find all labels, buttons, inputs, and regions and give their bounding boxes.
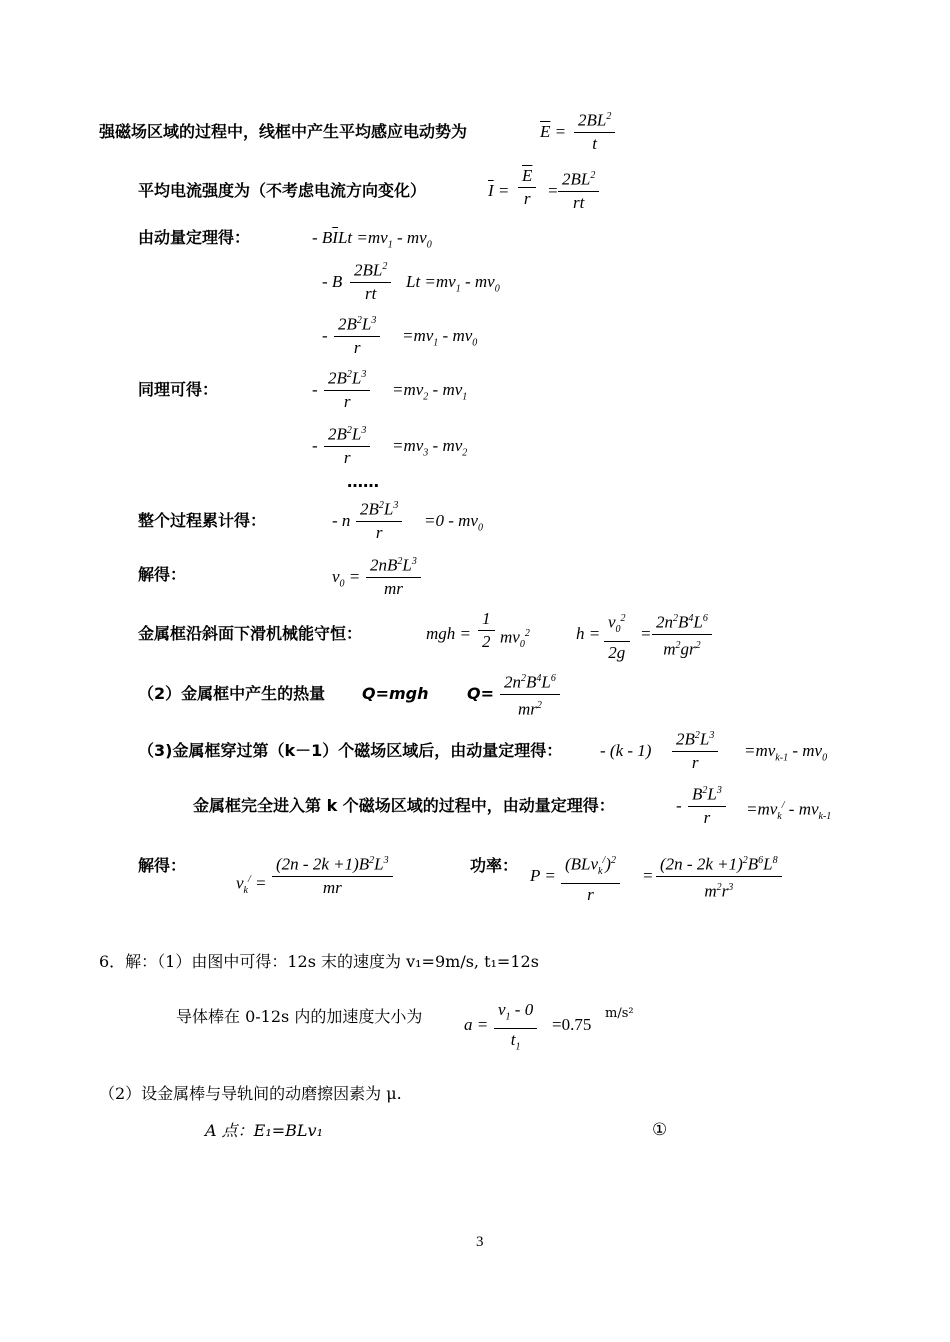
formula-k-frac: $\frac{B^2L^3}{r}$ (688, 780, 726, 829)
formula-momentum-3-frac: $\frac{2B^2L^3}{r}$ (334, 310, 380, 359)
formula-energy-b: $mv_0^2$ (500, 627, 530, 651)
formula-emf-lhs: $\overline{E}$ = (540, 122, 567, 141)
formula-similar-1a: - (312, 380, 318, 399)
section-6-line-3: （2）设金属棒与导轨间的动磨擦因素为 μ. (99, 1084, 402, 1103)
formula-momentum-3b: $=mv_1 - mv_0$ (402, 326, 478, 349)
formula-power-eq: = (642, 866, 654, 885)
heat-result-lhs: Q= (467, 684, 495, 703)
formula-emf-frac: $\frac{2BL^2}{t}$ (574, 106, 615, 155)
formula-vk-lhs: $v_k^/$ = (236, 873, 267, 897)
formula-momentum-1: - $B\overline{I}Lt =mv_1 - mv_0$ (312, 228, 432, 251)
formula-power-frac2: $\frac{(2n - 2k +1)^2B^6L^8}{m^2r^3}$ (656, 850, 782, 902)
heat-equation: Q=mgh (362, 684, 429, 703)
formula-current-frac1: $\frac{\overline{E}}{r}$ (518, 165, 536, 210)
formula-h-eq: = (640, 624, 652, 643)
formula-power-lhs: P = (530, 866, 556, 885)
section-6-line-1: 6．解：（1）由图中可得：12s 末的速度为 v₁=9m/s, t₁=12s (99, 952, 539, 971)
formula-sum-b: $=0 - mv_0$ (424, 511, 483, 534)
formula-power-frac1: $(BLv_k^/)^2$ r (561, 850, 620, 906)
formula-h-lhs: h = (576, 624, 601, 643)
text-line-1: 强磁场区域的过程中，线框中产生平均感应电动势为 (99, 122, 468, 141)
section-6-line-4: A 点：E₁=BLv₁ (205, 1121, 323, 1140)
formula-momentum-2b: $Lt =mv_1 - mv_0$ (406, 272, 500, 295)
text-line-5: 整个过程累计得： (138, 511, 267, 530)
acc-unit: m/s² (605, 1006, 634, 1021)
text-line-7: 金属框沿斜面下滑机械能守恒： (138, 624, 363, 643)
formula-k-a: - (676, 796, 682, 815)
formula-momentum-2-frac: $\frac{2BL^2}{rt}$ (350, 256, 391, 305)
formula-acc-frac: $\frac{v_1 - 0}{t_1}$ (494, 999, 537, 1059)
formula-h-frac2: $\frac{2n^2B^4L^6}{m^2gr^2}$ (652, 608, 712, 660)
formula-v0-lhs: $v_0$ = (332, 567, 361, 590)
formula-similar-2-frac: $\frac{2B^2L^3}{r}$ (324, 420, 370, 469)
formula-energy-half: $\frac{1}{2}$ (478, 608, 495, 653)
formula-h-frac1: $\frac{v_0^2}{2g}$ (604, 608, 630, 664)
formula-current-frac2: $\frac{2BL^2}{rt}$ (558, 165, 599, 214)
text-line-2: 平均电流强度为（不考虑电流方向变化） (138, 181, 427, 200)
formula-energy-a: mgh = (426, 624, 471, 643)
text-line-9: （3)金属框穿过第（k－1）个磁场区域后，由动量定理得： (138, 741, 563, 760)
formula-current-eq: = (547, 181, 559, 200)
formula-k-1-frac: $\frac{2B^2L^3}{r}$ (672, 725, 718, 774)
formula-sum-a: - n (332, 511, 351, 530)
formula-vk-frac: $\frac{(2n - 2k +1)B^2L^3}{mr}$ (272, 850, 393, 899)
formula-k-1-a: - (k - 1) (600, 741, 652, 760)
text-line-11: 解得： (138, 856, 187, 875)
formula-similar-1-frac: $\frac{2B^2L^3}{r}$ (324, 364, 370, 413)
formula-similar-2b: $=mv_3 - mv_2$ (392, 436, 468, 459)
formula-sum-frac: $\frac{2B^2L^3}{r}$ (356, 495, 402, 544)
formula-current-lhs: $\overline{I}$ = (488, 181, 510, 200)
text-line-6: 解得： (138, 565, 187, 584)
formula-acc-val: =0.75 (552, 1015, 592, 1034)
formula-momentum-2a: - B (322, 272, 343, 291)
page-number: 3 (476, 1234, 484, 1250)
formula-k-b: $=mv_k^/ - mv_{k-1}$ (746, 799, 832, 823)
ellipsis: …… (347, 472, 379, 491)
text-line-4: 同理可得： (138, 380, 219, 399)
formula-v0-frac: $\frac{2nB^2L^3}{mr}$ (366, 551, 421, 600)
formula-acc-lhs: a = (464, 1015, 489, 1034)
text-line-11b: 功率： (470, 856, 519, 875)
formula-similar-1b: $=mv_2 - mv_1$ (392, 380, 468, 403)
circled-number-1: ① (652, 1120, 668, 1140)
formula-k-1-b: $=mv_{k-1} - mv_0$ (744, 741, 828, 764)
formula-momentum-3a: - (322, 326, 328, 345)
section-6-line-2: 导体棒在 0-12s 内的加速度大小为 (176, 1007, 423, 1026)
formula-similar-2a: - (312, 436, 318, 455)
text-line-3: 由动量定理得： (138, 228, 251, 247)
formula-heat-frac: $\frac{2n^2B^4L^6}{mr^2}$ (500, 668, 560, 720)
text-line-8: （2）金属框中产生的热量 (138, 684, 326, 703)
text-line-10: 金属框完全进入第 k 个磁场区域的过程中，由动量定理得： (193, 796, 615, 815)
